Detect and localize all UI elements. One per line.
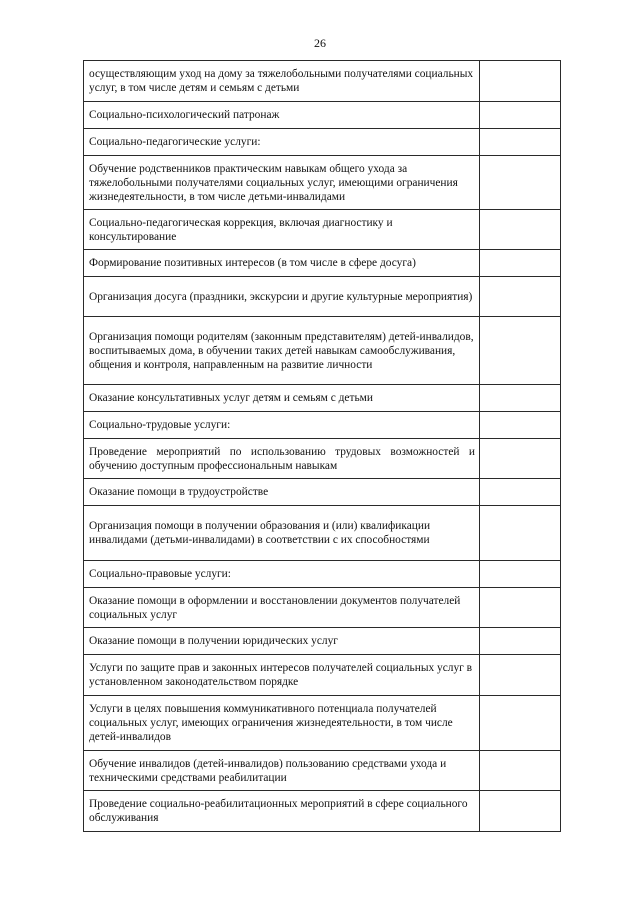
service-name: Социально-правовые услуги: — [89, 568, 231, 580]
service-name: Формирование позитивных интересов (в том числе в сфере досуга) — [89, 257, 416, 269]
table-row — [84, 696, 561, 751]
empty-value-cell — [480, 61, 561, 102]
service-name: Обучение родственников практическим навыкам общего ухода за тяжелобольными получателями социальных услуг, имеющими ограничения жизнедеятельности, в том числе детьми-инвалидами — [89, 162, 458, 203]
service-name: Проведение мероприятий по использованию трудовых возможностей и обучению доступным профессиональным навыкам — [89, 445, 475, 472]
table-row — [84, 791, 561, 832]
service-name: Социально-педагогическая коррекция, включая диагностику и консультирование — [89, 216, 393, 243]
table-row — [84, 561, 561, 588]
service-name: Социально-трудовые услуги: — [89, 419, 231, 431]
service-name-cell — [84, 751, 480, 791]
empty-value-cell — [480, 506, 561, 561]
empty-value-cell — [480, 479, 561, 506]
service-name-cell — [84, 696, 480, 751]
table-row — [84, 156, 561, 210]
page-number: 26 — [314, 36, 326, 50]
service-name-cell — [84, 102, 480, 129]
service-name: Оказание помощи в получении юридических услуг — [89, 635, 338, 647]
service-name-cell — [84, 250, 480, 277]
services-table-body — [84, 61, 561, 832]
service-name-cell — [84, 506, 480, 561]
table-row — [84, 385, 561, 412]
table-row — [84, 628, 561, 655]
empty-value-cell — [480, 588, 561, 628]
table-row — [84, 129, 561, 156]
service-name-cell — [84, 210, 480, 250]
empty-value-cell — [480, 751, 561, 791]
empty-value-cell — [480, 439, 561, 479]
service-name: Услуги по защите прав и законных интересов получателей социальных услуг в установленном законодательством порядке — [89, 662, 473, 688]
service-name: Оказание помощи в трудоустройстве — [89, 486, 269, 498]
empty-value-cell — [480, 655, 561, 696]
empty-value-cell — [480, 791, 561, 832]
table-row — [84, 588, 561, 628]
service-name-cell — [84, 655, 480, 696]
empty-value-cell — [480, 385, 561, 412]
service-name-cell — [84, 385, 480, 412]
service-name-cell — [84, 791, 480, 832]
service-name-cell — [84, 439, 480, 479]
service-name: Организация помощи родителям (законным представителям) детей-инвалидов, воспитываемых дома, в обучении таких детей навыкам самообслуживания, общения и контроля, направленным на развитие личности — [89, 330, 474, 371]
service-name: Оказание консультативных услуг детям и семьям с детьми — [89, 392, 373, 404]
service-name-cell — [84, 561, 480, 588]
table-row — [84, 210, 561, 250]
table-row — [84, 277, 561, 317]
service-name-cell — [84, 317, 480, 385]
table-row — [84, 61, 561, 102]
table-row — [84, 439, 561, 479]
table-row — [84, 655, 561, 696]
service-name-cell — [84, 412, 480, 439]
empty-value-cell — [480, 628, 561, 655]
service-name-cell — [84, 588, 480, 628]
service-name-cell — [84, 628, 480, 655]
empty-value-cell — [480, 277, 561, 317]
table-row — [84, 751, 561, 791]
empty-value-cell — [480, 210, 561, 250]
service-name-cell — [84, 129, 480, 156]
table-row — [84, 317, 561, 385]
empty-value-cell — [480, 156, 561, 210]
empty-value-cell — [480, 561, 561, 588]
service-name: Обучение инвалидов (детей-инвалидов) пользованию средствами ухода и техническими средствами реабилитации — [89, 757, 447, 784]
service-name-cell — [84, 61, 480, 102]
empty-value-cell — [480, 412, 561, 439]
empty-value-cell — [480, 696, 561, 751]
service-name: Проведение социально-реабилитационных мероприятий в сфере социального обслуживания — [89, 798, 468, 824]
table-row — [84, 102, 561, 129]
table-row — [84, 506, 561, 561]
service-name-cell — [84, 479, 480, 506]
service-name: Социально-психологический патронаж — [89, 109, 280, 121]
service-name: осуществляющим уход на дому за тяжелобольными получателями социальных услуг, в том числе детям и семьям с детьми — [89, 68, 474, 94]
table-row — [84, 412, 561, 439]
service-name: Организация досуга (праздники, экскурсии и другие культурные мероприятия) — [89, 290, 473, 303]
service-name-cell — [84, 277, 480, 317]
empty-value-cell — [480, 317, 561, 385]
service-name: Организация помощи в получении образования и (или) квалификации инвалидами (детьми-инвалидами) в соответствии с их способностями — [89, 520, 431, 546]
services-table — [83, 60, 561, 832]
table-row — [84, 479, 561, 506]
service-name: Услуги в целях повышения коммуникативного потенциала получателей социальных услуг, имеющих ограничения жизнедеятельности, в том числе детей-инвалидов — [89, 703, 453, 743]
service-name-cell — [84, 156, 480, 210]
service-name: Социально-педагогические услуги: — [89, 136, 261, 148]
service-name: Оказание помощи в оформлении и восстановлении документов получателей социальных услуг — [89, 594, 461, 621]
empty-value-cell — [480, 250, 561, 277]
empty-value-cell — [480, 102, 561, 129]
table-row — [84, 250, 561, 277]
empty-value-cell — [480, 129, 561, 156]
